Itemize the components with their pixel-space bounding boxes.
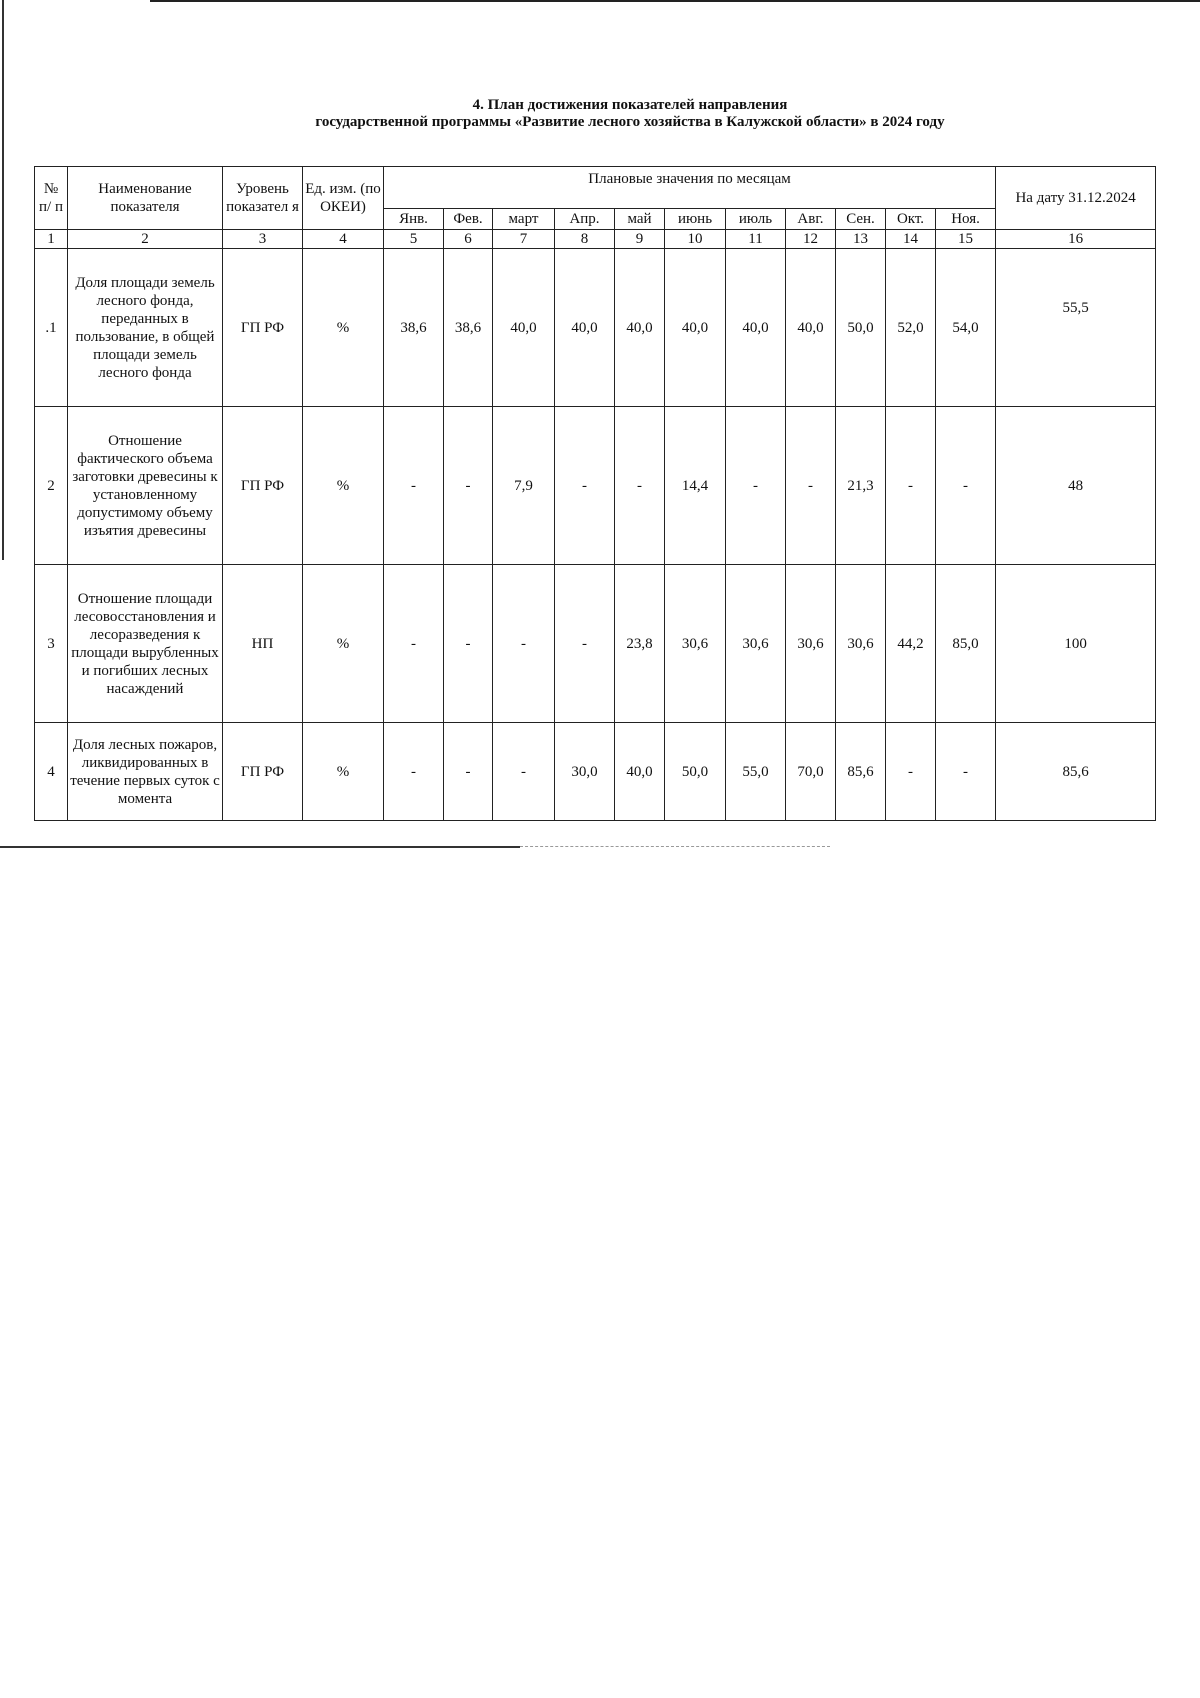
bottom-rule: [0, 846, 520, 848]
table-row: [35, 407, 1156, 565]
month-value: 40,0: [615, 723, 665, 821]
scan-edge-left: [2, 0, 4, 560]
month-value: 38,6: [444, 249, 493, 407]
final-value: 100: [996, 565, 1156, 723]
header-plan: Плановые значения по месяцам: [384, 167, 996, 209]
header-month: Фев.: [444, 209, 493, 230]
final-value: 55,5: [996, 249, 1156, 407]
month-value: -: [384, 723, 444, 821]
scan-edge-top: [150, 0, 1200, 2]
month-value: -: [493, 723, 555, 821]
indicator-name: Доля площади земель лесного фонда, переданных в пользование, в общей площади земель лесного фонда: [68, 249, 223, 407]
month-value: -: [726, 407, 786, 565]
bottom-dashed-rule: [520, 846, 830, 847]
column-number: 8: [555, 230, 615, 249]
table-row: [35, 249, 1156, 407]
indicator-name: Отношение фактического объема заготовки древесины к установленному допустимому объему изъятия древесины: [68, 407, 223, 565]
header-month: Апр.: [555, 209, 615, 230]
month-value: -: [444, 565, 493, 723]
month-value: 70,0: [786, 723, 836, 821]
header-unit: Ед. изм. (по ОКЕИ): [303, 167, 384, 230]
month-value: 54,0: [936, 249, 996, 407]
header-no: № п/ п: [35, 167, 68, 230]
month-value: 40,0: [665, 249, 726, 407]
column-number-row: [35, 230, 1156, 249]
header-level: Уровень показател я: [223, 167, 303, 230]
month-value: 40,0: [786, 249, 836, 407]
column-number: 12: [786, 230, 836, 249]
table-row: [35, 723, 1156, 821]
header-date: На дату 31.12.2024: [996, 167, 1156, 230]
column-number: 10: [665, 230, 726, 249]
indicator-level: ГП РФ: [223, 249, 303, 407]
indicator-name: Доля лесных пожаров, ликвидированных в течение первых суток с момента: [68, 723, 223, 821]
month-value: -: [493, 565, 555, 723]
month-value: 21,3: [836, 407, 886, 565]
plan-table: [34, 166, 1156, 821]
indicator-level: ГП РФ: [223, 407, 303, 565]
month-value: -: [615, 407, 665, 565]
month-value: -: [786, 407, 836, 565]
month-value: -: [384, 565, 444, 723]
header-month: Ноя.: [936, 209, 996, 230]
month-value: 7,9: [493, 407, 555, 565]
table-row: [35, 565, 1156, 723]
month-value: 85,6: [836, 723, 886, 821]
month-value: 30,6: [665, 565, 726, 723]
month-value: -: [936, 723, 996, 821]
row-number: .1: [35, 249, 68, 407]
month-value: 30,6: [786, 565, 836, 723]
final-value: 48: [996, 407, 1156, 565]
month-value: 23,8: [615, 565, 665, 723]
header-month: март: [493, 209, 555, 230]
month-value: 50,0: [836, 249, 886, 407]
month-value: 44,2: [886, 565, 936, 723]
month-value: 50,0: [665, 723, 726, 821]
column-number: 3: [223, 230, 303, 249]
column-number: 13: [836, 230, 886, 249]
column-number: 15: [936, 230, 996, 249]
header-month: Сен.: [836, 209, 886, 230]
month-value: 52,0: [886, 249, 936, 407]
title-line-2: государственной программы «Развитие лесного хозяйства в Калужской области» в 2024 году: [315, 114, 945, 130]
month-value: 40,0: [726, 249, 786, 407]
month-value: -: [886, 723, 936, 821]
header-month: июнь: [665, 209, 726, 230]
column-number: 9: [615, 230, 665, 249]
document-title: [0, 97, 1200, 131]
indicator-unit: %: [303, 249, 384, 407]
month-value: 85,0: [936, 565, 996, 723]
header-row-1: [35, 167, 1156, 209]
title-line-1: 4. План достижения показателей направления: [472, 97, 788, 113]
month-value: -: [886, 407, 936, 565]
header-month: Янв.: [384, 209, 444, 230]
month-value: -: [555, 407, 615, 565]
header-month: июль: [726, 209, 786, 230]
month-value: 38,6: [384, 249, 444, 407]
column-number: 7: [493, 230, 555, 249]
month-value: -: [555, 565, 615, 723]
month-value: 30,0: [555, 723, 615, 821]
row-number: 4: [35, 723, 68, 821]
row-number: 2: [35, 407, 68, 565]
column-number: 16: [996, 230, 1156, 249]
month-value: -: [384, 407, 444, 565]
indicator-unit: %: [303, 723, 384, 821]
month-value: 30,6: [836, 565, 886, 723]
column-number: 11: [726, 230, 786, 249]
month-value: 55,0: [726, 723, 786, 821]
column-number: 14: [886, 230, 936, 249]
month-value: 40,0: [615, 249, 665, 407]
month-value: -: [444, 723, 493, 821]
indicator-level: НП: [223, 565, 303, 723]
final-value: 85,6: [996, 723, 1156, 821]
month-value: 40,0: [493, 249, 555, 407]
indicator-unit: %: [303, 565, 384, 723]
column-number: 6: [444, 230, 493, 249]
header-month: Авг.: [786, 209, 836, 230]
column-number: 2: [68, 230, 223, 249]
indicator-level: ГП РФ: [223, 723, 303, 821]
header-month: Окт.: [886, 209, 936, 230]
month-value: 40,0: [555, 249, 615, 407]
indicator-unit: %: [303, 407, 384, 565]
month-value: -: [444, 407, 493, 565]
indicator-name: Отношение площади лесовосстановления и лесоразведения к площади вырубленных и погибших лесных насаждений: [68, 565, 223, 723]
header-month: май: [615, 209, 665, 230]
column-number: 4: [303, 230, 384, 249]
column-number: 1: [35, 230, 68, 249]
month-value: 14,4: [665, 407, 726, 565]
row-number: 3: [35, 565, 68, 723]
header-name: Наименование показателя: [68, 167, 223, 230]
month-value: 30,6: [726, 565, 786, 723]
month-value: -: [936, 407, 996, 565]
column-number: 5: [384, 230, 444, 249]
